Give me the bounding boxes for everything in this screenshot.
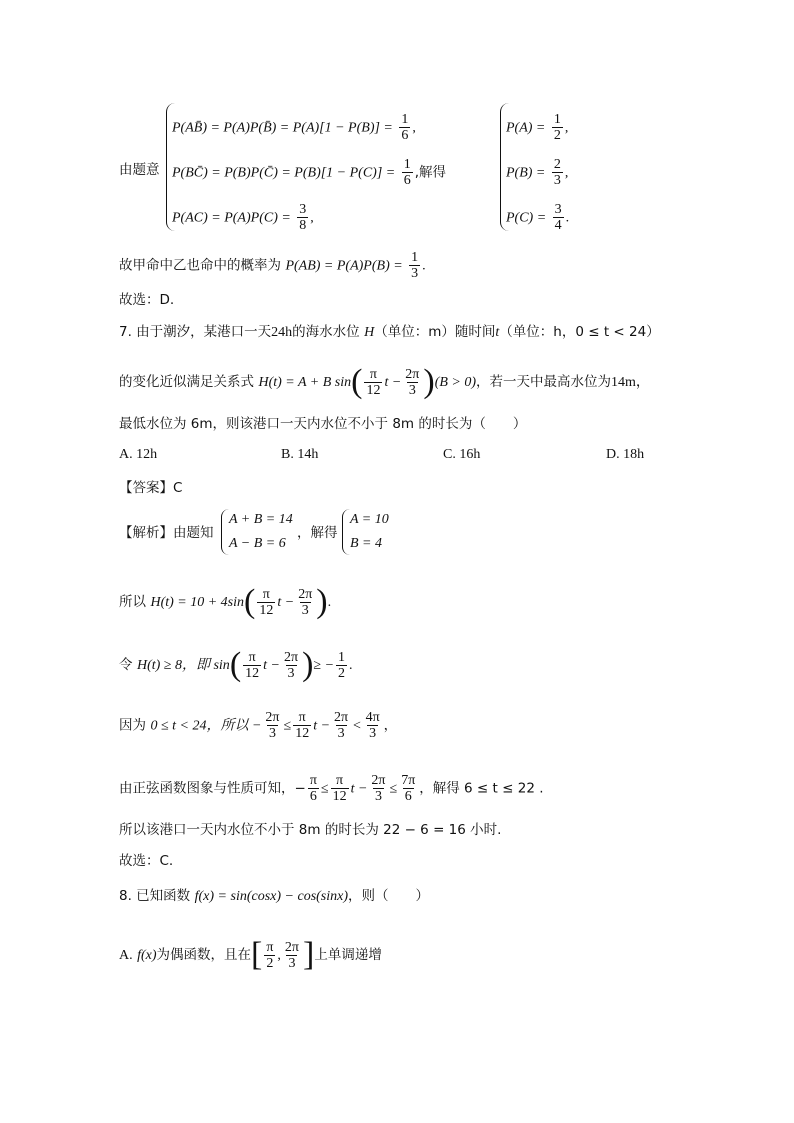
q7-step1: 所以 H(t) = 10 + 4sin( $\frac{\pi}{12}$ t − $\frac{2\pi}{3}$ ).: [119, 583, 332, 620]
q7-answer-label: 【答案】C: [119, 480, 183, 496]
q7-sys2-row2: B = 4: [350, 536, 382, 551]
q7-step3: 因为 0 ≤ t < 24，所以 − $\frac{2\pi}{3}$ ≤ $\frac{\pi}{12}$ t − $\frac{2\pi}{3}$ < $\frac{4\pi}{3}$ ，: [119, 710, 398, 741]
q7-analysis-label: 【解析】由题知: [119, 525, 214, 541]
q6-answer: 故选：D.: [119, 292, 175, 308]
q7-option-b: B. 14h: [281, 447, 319, 462]
system-brace-1: [221, 509, 229, 555]
q8-stem: 8. 已知函数 f(x) = sin(cosx) − cos(sinx)，则（ ）: [119, 888, 430, 904]
q7-stem-line3: 最低水位为 6m，则该港口一天内水位不小于 8m 的时长为（ ）: [119, 416, 527, 432]
q7-option-d: D. 18h: [606, 447, 645, 462]
q6-sol3: P(C) = $\frac{3}{4}$ .: [506, 202, 570, 233]
q6-sol1: P(A) = $\frac{1}{2}$ ,: [506, 112, 569, 143]
q7-sys2-row1: A = 10: [350, 512, 389, 527]
q6-intro: 由题意: [119, 162, 160, 178]
q6-conclusion: 故甲命中乙也命中的概率为 P(AB) = P(A)P(B) = $\frac{1}{3}$ .: [119, 250, 426, 281]
q7-answer: 故选：C.: [119, 853, 174, 869]
q7-step4: 由正弦函数图象与性质可知，− $\frac{\pi}{6}$ ≤ $\frac{\pi}{12}$ t − $\frac{2\pi}{3}$ ≤ $\frac{7\pi}{6}$ ，解得 6 ≤ t ≤ 22 .: [119, 773, 544, 804]
q7-option-c: C. 16h: [443, 447, 481, 462]
q7-step2: 令 H(t) ≥ 8，即 sin( $\frac{\pi}{12}$ t − $\frac{2\pi}{3}$ )≥ − $\frac{1}{2}$ .: [119, 646, 353, 683]
system-brace-2: [342, 509, 350, 555]
q7-step5: 所以该港口一天内水位不小于 8m 的时长为 22 − 6 = 16 小时.: [119, 822, 502, 838]
q6-eq3: P(AC) = P(A)P(C) = $\frac{3}{8}$ ,: [172, 202, 314, 233]
q7-option-a: A. 12h: [119, 447, 158, 462]
q7-sys1-row2: A − B = 6: [229, 536, 286, 551]
q7-stem-line2: 的变化近似满足关系式 H(t) = A + B sin( $\frac{\pi}{12}$ t − $\frac{2\pi}{3}$ )(B > 0)，若一天中最高水位为14m，: [119, 363, 650, 400]
q6-sol2: P(B) = $\frac{2}{3}$ ,: [506, 157, 569, 188]
q6-eq2: P(BC̄) = P(B)P(C̄) = P(B)[1 − P(C)] = $\frac{1}{6}$ ,解得: [172, 157, 446, 188]
q7-sys-mid: ，解得: [297, 525, 338, 541]
q6-eq1: P(AB̄) = P(A)P(B̄) = P(A)[1 − P(B)] = $\frac{1}{6}$ ,: [172, 112, 416, 143]
q7-sys1-row1: A + B = 14: [229, 512, 293, 527]
q7-stem-line1: 7. 由于潮汐，某港口一天24h的海水水位 H（单位：m）随时间t（单位：h，0 ≤ t < 24）: [119, 324, 660, 340]
q8-option-a: A. f(x)为偶函数，且在[ $\frac{\pi}{2}$ , $\frac{2\pi}{3}$ ]上单调递增: [119, 936, 382, 973]
